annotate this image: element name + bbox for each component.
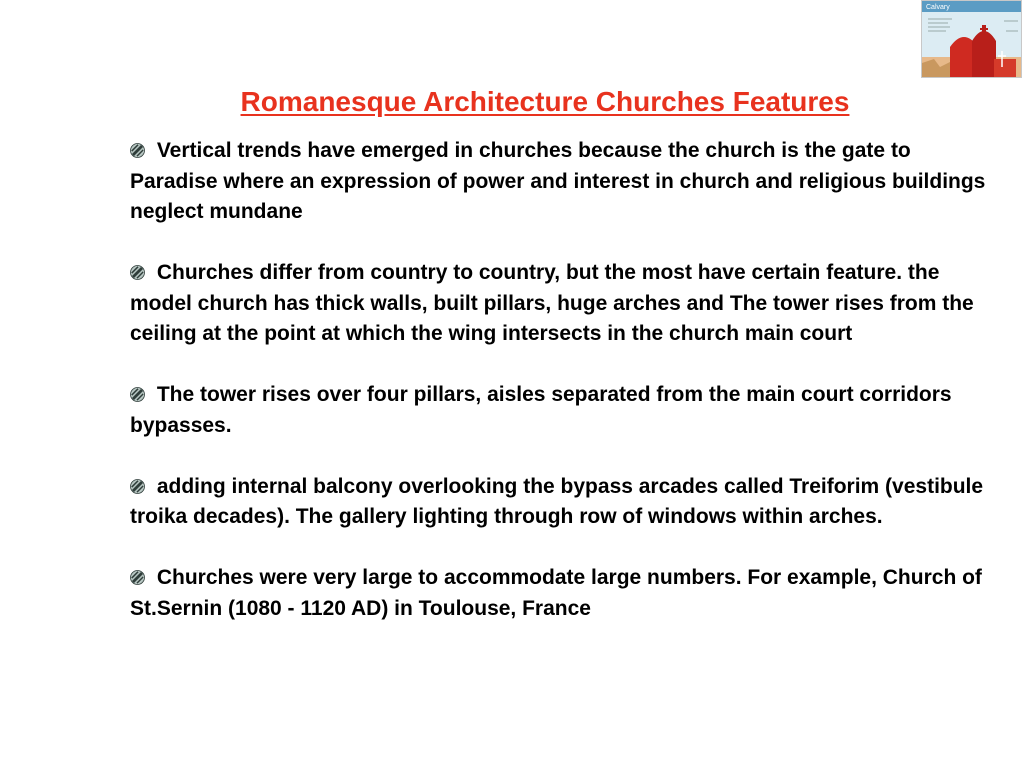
church-diagram-icon	[922, 1, 1022, 78]
sphere-bullet-icon	[130, 479, 145, 494]
paragraph-1	[130, 136, 990, 228]
slide-title: Romanesque Architecture Churches Features	[240, 86, 850, 117]
sphere-bullet-icon	[130, 387, 145, 402]
paragraph-4	[130, 472, 990, 533]
paragraph-1-text: Vertical trends have emerged in churches because the church is the gate to Paradise where an expression of power and interest in church and religious buildings neglect mundane	[130, 139, 986, 223]
paragraph-5	[130, 563, 990, 624]
logo-label: Calvary	[926, 4, 950, 11]
logo-thumbnail	[921, 0, 1022, 78]
slide-body	[130, 136, 990, 655]
sphere-bullet-icon	[130, 143, 145, 158]
paragraph-2	[130, 258, 990, 350]
paragraph-5-text: Churches were very large to accommodate large numbers. For example, Church of St.Sernin (1080 - 1120 AD) in Toulouse, France	[130, 566, 982, 620]
paragraph-3	[130, 380, 990, 441]
paragraph-4-text: adding internal balcony overlooking the bypass arcades called Treiforim (vestibule troika decades). The gallery lighting through row of windows within arches.	[130, 474, 984, 528]
sphere-bullet-icon	[130, 570, 145, 585]
paragraph-2-text: Churches differ from country to country, but the most have certain feature. the model church has thick walls, built pillars, huge arches and The tower rises from the ceiling at the point at which the wing intersects in the church main court	[130, 261, 974, 345]
sphere-bullet-icon	[130, 265, 145, 280]
paragraph-3-text: The tower rises over four pillars, aisles separated from the main court corridors bypasses.	[130, 383, 952, 437]
